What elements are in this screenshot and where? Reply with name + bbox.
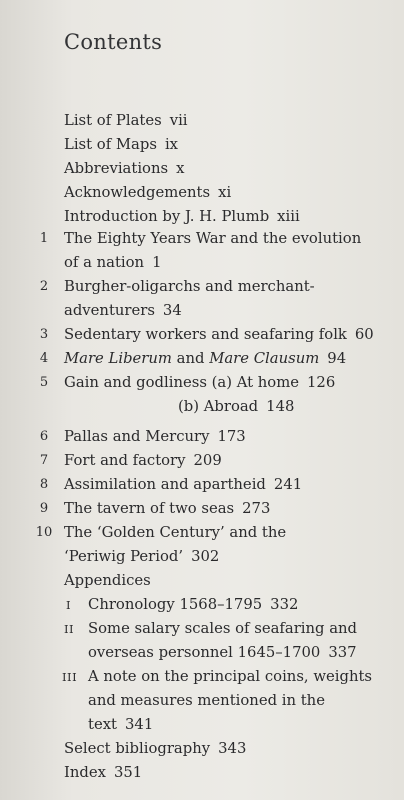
toc-subentry: (b) Abroad 148: [178, 398, 295, 415]
toc-entry: Index 351: [64, 764, 143, 781]
chapter-number: 4: [39, 351, 49, 366]
appendix-entry: A note on the principal coins, weights: [88, 668, 373, 685]
appendices-heading: Appendices: [64, 572, 151, 589]
toc-entry: Mare Liberum and Mare Clausum 94: [64, 350, 347, 367]
chapter-number: 3: [39, 327, 49, 342]
toc-entry: Introduction by J. H. Plumb xiii: [64, 208, 300, 225]
chapter-number: 7: [39, 453, 49, 468]
appendix-entry: Chronology 1568–1795 332: [88, 596, 299, 613]
appendix-number: II: [64, 622, 75, 636]
toc-entry: Fort and factory 209: [64, 452, 222, 469]
appendix-entry-continued: and measures mentioned in the: [88, 692, 325, 709]
toc-entry: The ‘Golden Century’ and the: [64, 524, 287, 541]
toc-entry: Burgher-oligarchs and merchant-: [64, 278, 315, 295]
toc-entry: List of Plates vii: [64, 112, 188, 129]
toc-entry: The Eighty Years War and the evolution: [64, 230, 362, 247]
chapter-number: 1: [39, 231, 49, 246]
toc-entry: The tavern of two seas 273: [64, 500, 271, 517]
toc-entry: Acknowledgements xi: [64, 184, 232, 201]
toc-entry: Sedentary workers and seafaring folk 60: [64, 326, 374, 343]
toc-entry: Assimilation and apartheid 241: [64, 476, 303, 493]
chapter-number: 10: [35, 525, 53, 540]
appendix-entry-continued: text 341: [88, 716, 154, 733]
toc-entry: List of Maps ix: [64, 136, 179, 153]
appendix-entry-continued: overseas personnel 1645–1700 337: [88, 644, 357, 661]
appendix-number: III: [62, 670, 78, 684]
chapter-number: 5: [39, 375, 49, 390]
appendix-number: I: [66, 598, 72, 612]
chapter-number: 2: [39, 279, 49, 294]
toc-entry: Pallas and Mercury 173: [64, 428, 246, 445]
page-title: Contents: [64, 30, 163, 54]
appendix-entry: Some salary scales of seafaring and: [88, 620, 358, 637]
toc-entry-continued: of a nation 1: [64, 254, 162, 271]
toc-entry: Abbreviations x: [64, 160, 185, 177]
chapter-number: 6: [39, 429, 49, 444]
toc-entry: Gain and godliness (a) At home 126: [64, 374, 336, 391]
toc-entry-continued: ‘Periwig Period’ 302: [64, 548, 220, 565]
chapter-number: 9: [39, 501, 49, 516]
toc-entry: Select bibliography 343: [64, 740, 247, 757]
chapter-number: 8: [39, 477, 49, 492]
toc-entry-continued: adventurers 34: [64, 302, 182, 319]
